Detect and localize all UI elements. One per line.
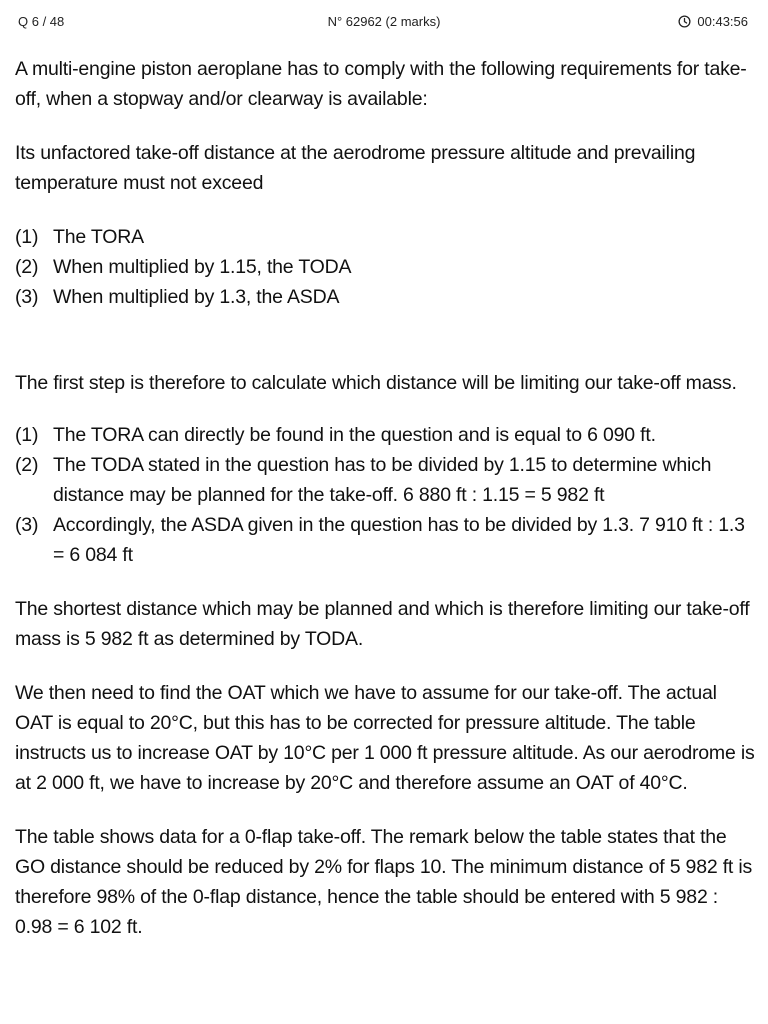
oat-paragraph: We then need to find the OAT which we have to assume for our take-off. The actual OAT is equal to 20°C, but this has to be corrected for pressure altitude. The table instructs us to increase OAT by 10°C per 1 000 ft pressure altitude. As our aerodrome is at 2 000 ft, we have to increase by 20°C and therefore assume an OAT of 40°C.	[15, 682, 755, 794]
list-item-text: The TODA stated in the question has to be divided by 1.15 to determine which distance may be planned for the take-off. 6 880 ft : 1.15 = 5 982 ft	[53, 454, 712, 506]
list-item-number: (3)	[15, 514, 39, 536]
table-paragraph: The table shows data for a 0-flap take-off. The remark below the table states that the GO distance should be reduced by 2% for flaps 10. The minimum distance of 5 982 ft is therefore 98% of the 0-flap distance, hence the table should be entered with 5 982 : 0.98 = 6 102 ft.	[15, 826, 753, 938]
list-item-text: When multiplied by 1.15, the TODA	[53, 256, 352, 278]
question-header	[0, 0, 768, 44]
requirements-list	[15, 222, 755, 312]
calculations-list	[15, 420, 755, 570]
clock-icon	[678, 15, 691, 28]
requirement-lead: Its unfactored take-off distance at the aerodrome pressure altitude and prevailing temperature must not exceed	[15, 142, 696, 194]
list-item-number: (2)	[15, 256, 39, 278]
list-item-text: The TORA can directly be found in the question and is equal to 6 090 ft.	[53, 424, 656, 446]
timer	[678, 14, 748, 29]
list-item-number: (2)	[15, 454, 39, 476]
list-item	[15, 252, 755, 282]
list-item-number: (1)	[15, 424, 39, 446]
question-number: N° 62962 (2 marks)	[327, 14, 441, 29]
shortest-distance-paragraph: The shortest distance which may be planned and which is therefore limiting our take-off mass is 5 982 ft as determined by TODA.	[15, 598, 750, 650]
list-item	[15, 282, 755, 312]
list-item-number: (3)	[15, 286, 39, 308]
list-item-text: The TORA	[53, 226, 144, 248]
list-item	[15, 420, 755, 450]
explanation-body	[15, 54, 755, 942]
list-item-text: When multiplied by 1.3, the ASDA	[53, 286, 340, 308]
list-item	[15, 510, 755, 570]
intro-paragraph: A multi-engine piston aeroplane has to comply with the following requirements for take-off, when a stopway and/or clearway is available:	[15, 58, 747, 110]
question-counter: Q 6 / 48	[18, 14, 65, 29]
first-step-paragraph: The first step is therefore to calculate which distance will be limiting our take-off mass.	[15, 372, 737, 394]
list-item-number: (1)	[15, 226, 39, 248]
list-item	[15, 222, 755, 252]
timer-value: 00:43:56	[697, 14, 748, 29]
list-item-text: Accordingly, the ASDA given in the question has to be divided by 1.3. 7 910 ft : 1.3 = 6 084 ft	[53, 514, 745, 566]
list-item	[15, 450, 755, 510]
